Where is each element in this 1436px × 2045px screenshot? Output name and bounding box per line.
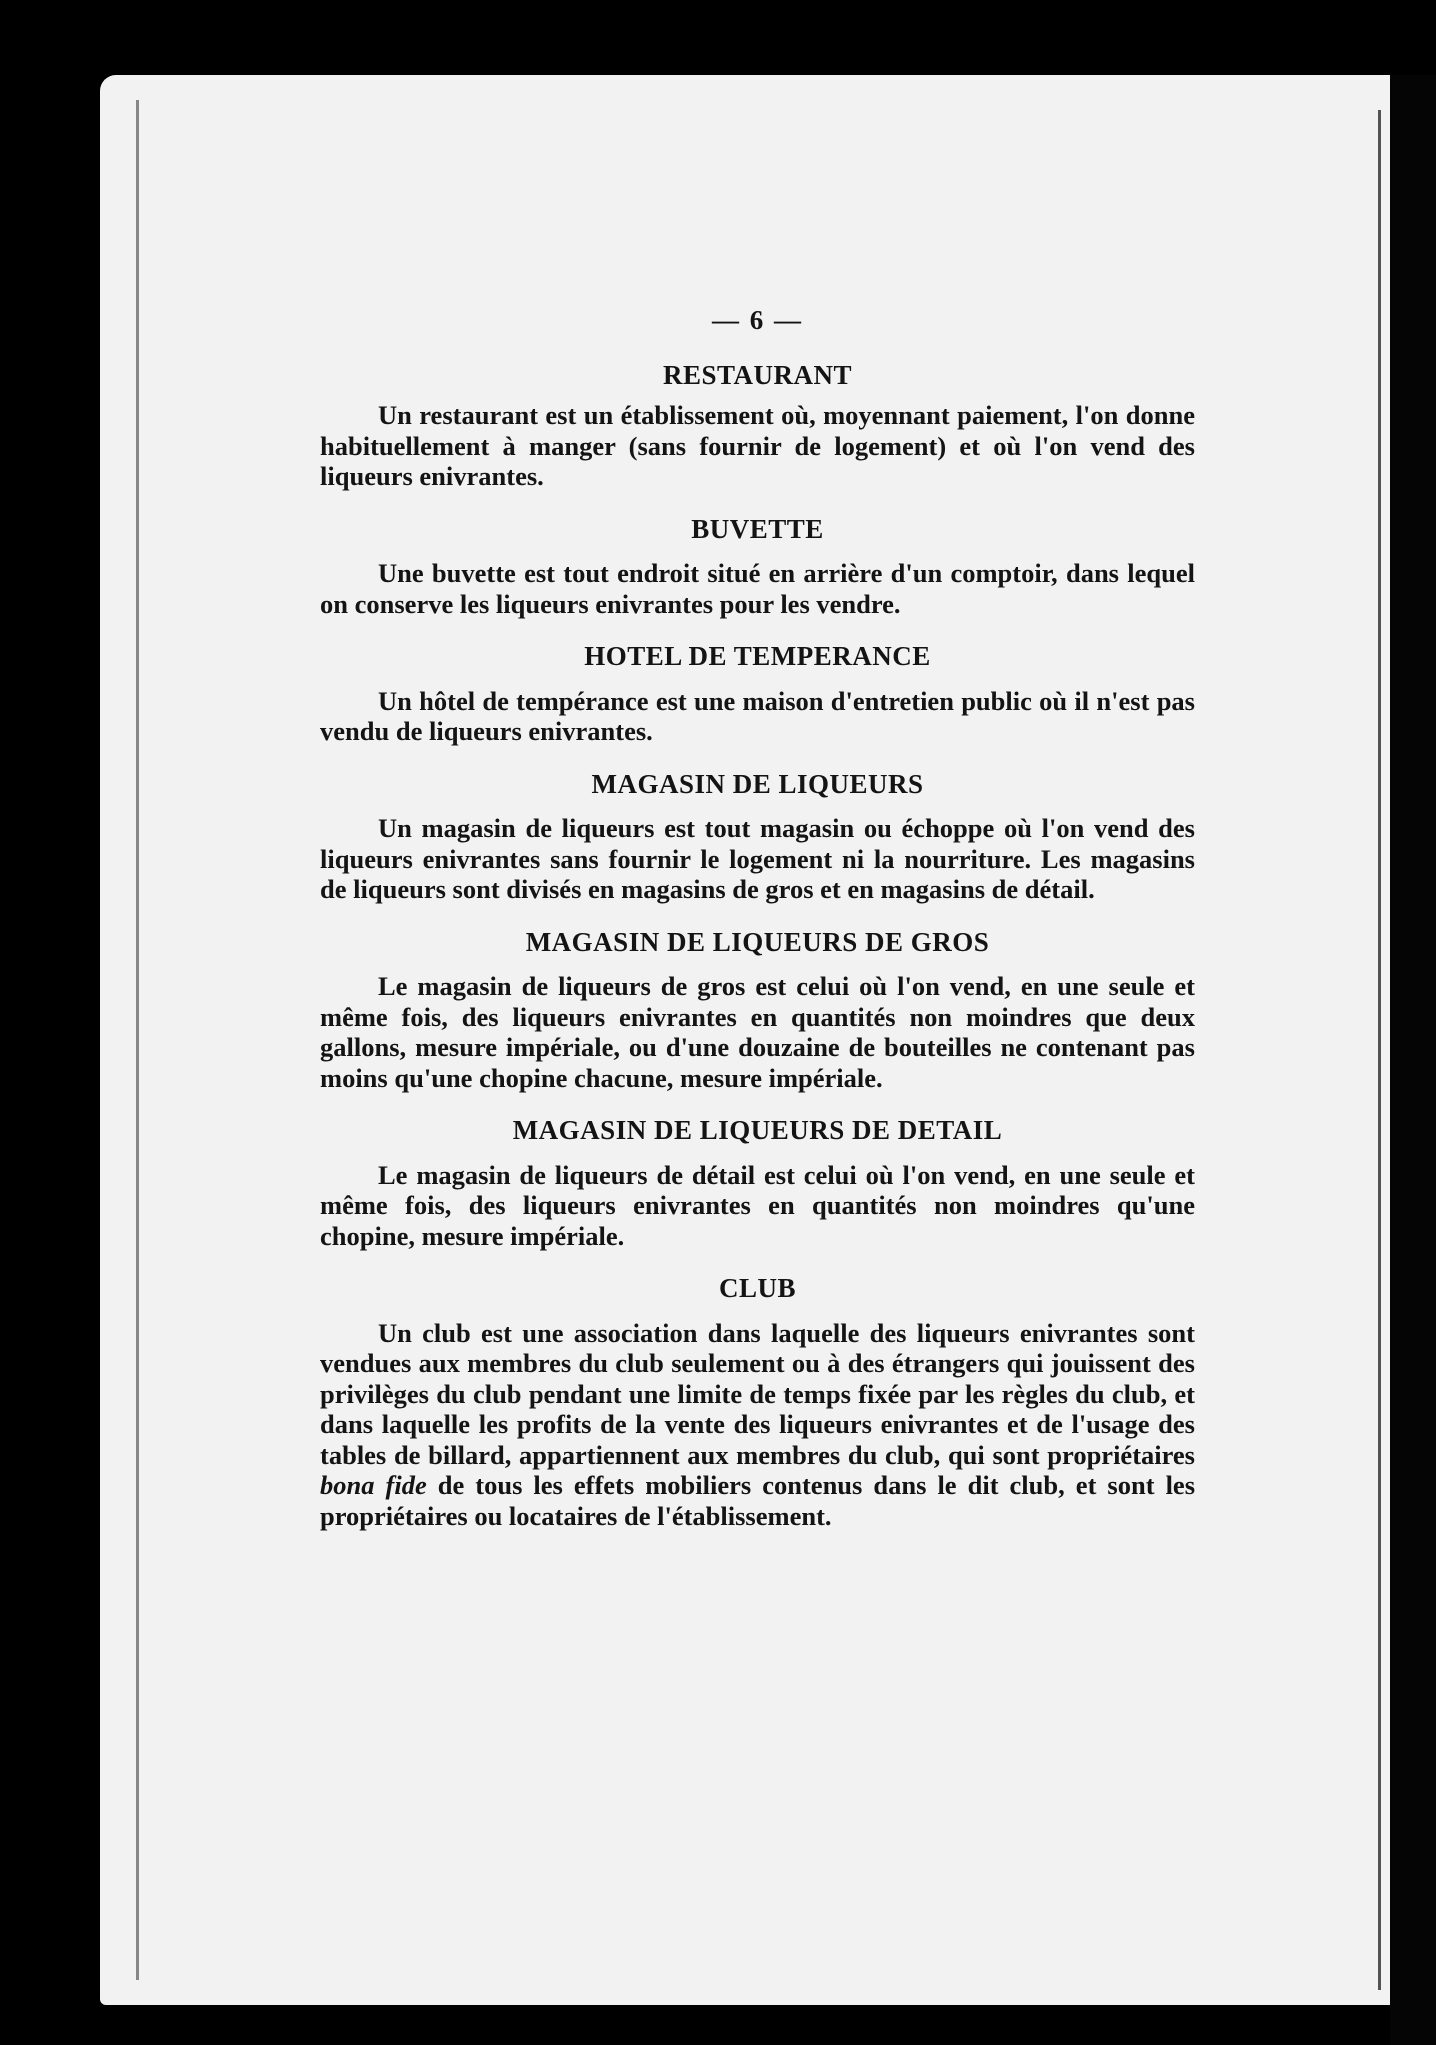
- club-text-part-1: Un club est une association dans laquelle des liqueurs enivrantes sont vendues aux membres du club seulement ou à des étrangers qui jouissent des privilèges du club pendant une limite de temps fixée par les règles du club, et dans laquelle les profits de la vente des liqueurs enivrantes et de l'usage des tables de billard, appartiennent aux membres du club, qui sont propriétaires: [320, 1317, 1195, 1470]
- paragraph-buvette: Une buvette est tout endroit situé en arrière d'un comptoir, dans lequel on conserve les liqueurs enivrantes pour les vendre.: [320, 558, 1195, 619]
- paragraph-magasin-de-gros: Le magasin de liqueurs de gros est celui où l'on vend, en une seule et même fois, des liqueurs enivrantes en quantités non moindres que deux gallons, mesure impériale, ou d'une douzaine de bouteilles ne contenant pas moins qu'une chopine chacune, mesure impériale.: [320, 971, 1195, 1093]
- left-fold-line: [136, 100, 139, 1980]
- heading-club: CLUB: [718, 1273, 796, 1303]
- club-italic-bona-fide: bona fide: [320, 1470, 427, 1500]
- heading-buvette: BUVETTE: [691, 513, 824, 544]
- page-number: — 6 —: [712, 305, 803, 335]
- club-text-part-2: de tous les effets mobiliers contenus dans le dit club, et sont les propriétaires ou locataires de l'établissement.: [320, 1470, 1196, 1531]
- right-fold-line: [1378, 110, 1381, 1990]
- heading-magasin-de-detail: MAGASIN DE LIQUEURS DE DETAIL: [512, 1115, 1003, 1145]
- paragraph-club: [320, 1318, 1195, 1532]
- right-scan-edge: [1390, 75, 1436, 2045]
- heading-magasin-de-liqueurs: MAGASIN DE LIQUEURS: [591, 768, 924, 799]
- paragraph-restaurant: Un restaurant est un établissement où, moyennant paiement, l'on donne habituellement à manger (sans fournir de logement) et où l'on vend des liqueurs enivrantes.: [320, 400, 1195, 491]
- paragraph-hotel-de-temperance: Un hôtel de tempérance est une maison d'entretien public où il n'est pas vendu de liqueurs enivrantes.: [320, 685, 1195, 746]
- heading-magasin-de-gros: MAGASIN DE LIQUEURS DE GROS: [525, 926, 990, 957]
- paragraph-magasin-de-detail: Le magasin de liqueurs de détail est celui où l'on vend, en une seule et même fois, des liqueurs enivrantes en quantités non moindres qu'une chopine, mesure impériale.: [320, 1159, 1195, 1251]
- heading-restaurant: RESTAURANT: [662, 359, 853, 390]
- page-content: [320, 305, 1195, 1553]
- heading-hotel-de-temperance: HOTEL DE TEMPERANCE: [584, 641, 931, 671]
- paragraph-magasin-de-liqueurs: Un magasin de liqueurs est tout magasin ou échoppe où l'on vend des liqueurs enivrantes sans fournir le logement ni la nourriture. Les magasins de liqueurs sont divisés en magasins de gros et en magasins de détail.: [320, 813, 1195, 904]
